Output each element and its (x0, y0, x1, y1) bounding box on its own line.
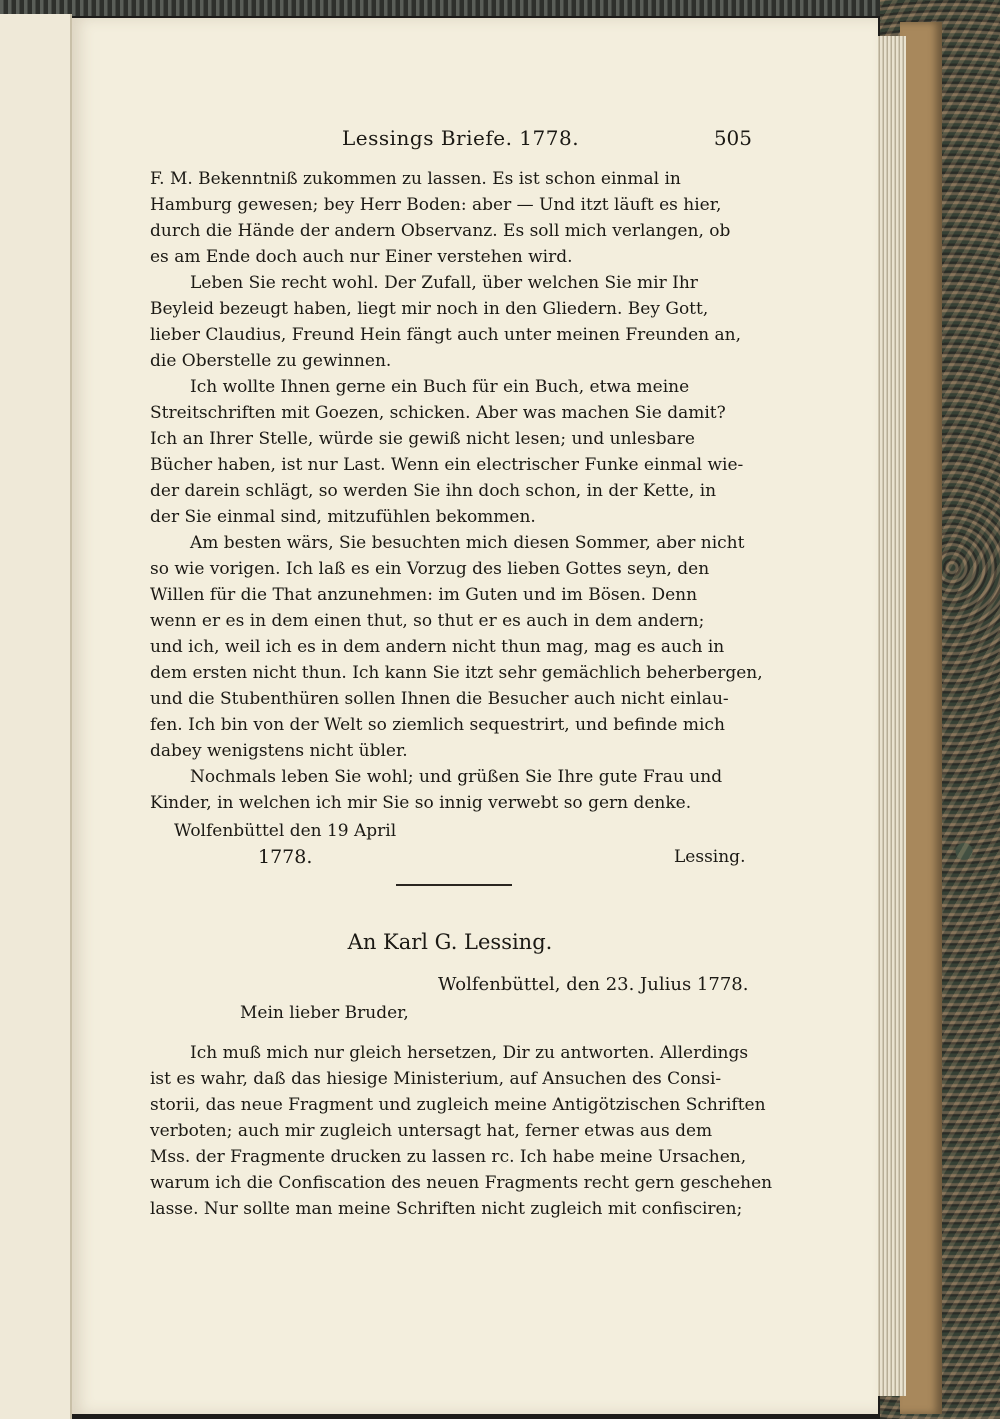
text-line: Am besten wärs, Sie besuchten mich diesen Sommer, aber nicht (190, 533, 745, 553)
text-line: so wie vorigen. Ich laß es ein Vorzug des lieben Gottes seyn, den (150, 559, 710, 579)
text-line: wenn er es in dem einen thut, so thut er es auch in dem andern; (150, 611, 705, 631)
facing-page (0, 14, 72, 1419)
text-line: storii, das neue Fragment und zugleich meine Antigötzischen Schriften (150, 1095, 766, 1115)
text-line: dem ersten nicht thun. Ich kann Sie itzt sehr gemächlich beherbergen, (150, 663, 763, 683)
text-line: lasse. Nur sollte man meine Schriften nicht zugleich mit confisciren; (150, 1199, 743, 1219)
text-line: Beyleid bezeugt haben, liegt mir noch in den Gliedern. Bey Gott, (150, 299, 709, 319)
text-line: Hamburg gewesen; bey Herr Boden: aber — Und itzt läuft es hier, (150, 195, 722, 215)
salutation: Mein lieber Bruder, (240, 1003, 409, 1023)
text-line: durch die Hände der andern Observanz. Es soll mich verlangen, ob (150, 221, 731, 241)
text-line: F. M. Bekenntniß zukommen zu lassen. Es ist schon einmal in (150, 169, 681, 189)
page-number: 505 (713, 126, 752, 150)
text-line: Nochmals leben Sie wohl; und grüßen Sie Ihre gute Frau und (190, 767, 723, 787)
text-line: Ich muß mich nur gleich hersetzen, Dir zu antworten. Allerdings (190, 1043, 749, 1063)
text-line: fen. Ich bin von der Welt so ziemlich sequestrirt, und befinde mich (150, 715, 725, 735)
book-top-edge (0, 0, 1000, 16)
text-line: die Oberstelle zu gewinnen. (150, 351, 392, 371)
text-line: Ich an Ihrer Stelle, würde sie gewiß nicht lesen; und unlesbare (150, 429, 695, 449)
text-line: ist es wahr, daß das hiesige Ministerium, auf Ansuchen des Consi- (150, 1069, 722, 1089)
text-line: Mss. der Fragmente drucken zu lassen rc. Ich habe meine Ursachen, (150, 1147, 747, 1167)
text-line: Bücher haben, ist nur Last. Wenn ein electrischer Funke einmal wie- (150, 455, 744, 475)
text-line: Leben Sie recht wohl. Der Zufall, über welchen Sie mir Ihr (190, 273, 698, 293)
dateline-place: Wolfenbüttel den 19 April (174, 821, 397, 841)
text-line: der Sie einmal sind, mitzufühlen bekommen. (150, 507, 536, 527)
text-line: und ich, weil ich es in dem andern nicht thun mag, mag es auch in (150, 637, 725, 657)
page-header (150, 126, 752, 154)
text-line: es am Ende doch auch nur Einer verstehen wird. (150, 247, 573, 267)
text-line: Willen für die That anzunehmen: im Guten und im Bösen. Denn (150, 585, 698, 605)
section-divider (396, 884, 512, 886)
text-line: dabey wenigstens nicht übler. (150, 741, 408, 761)
book-binding (900, 22, 942, 1414)
letter-heading: An Karl G. Lessing. (347, 930, 553, 954)
text-line: verboten; auch mir zugleich untersagt hat, ferner etwas aus dem (150, 1121, 713, 1141)
text-line: der darein schlägt, so werden Sie ihn doch schon, in der Kette, in (150, 481, 717, 501)
text-line: lieber Claudius, Freund Hein fängt auch unter meinen Freunden an, (150, 325, 741, 345)
text-line: und die Stubenthüren sollen Ihnen die Besucher auch nicht einlau- (150, 689, 729, 709)
dateline-year: 1778. (258, 846, 313, 868)
text-line: Kinder, in welchen ich mir Sie so innig verwebt so gern denke. (150, 793, 692, 813)
letter-date: Wolfenbüttel, den 23. Julius 1778. (438, 974, 749, 995)
text-line: warum ich die Confiscation des neuen Fragments recht gern geschehen (150, 1173, 773, 1193)
text-line: Streitschriften mit Goezen, schicken. Aber was machen Sie damit? (150, 403, 726, 423)
running-title: Lessings Briefe. 1778. (342, 126, 580, 150)
signature: Lessing. (674, 847, 746, 867)
text-line: Ich wollte Ihnen gerne ein Buch für ein Buch, etwa meine (190, 377, 690, 397)
